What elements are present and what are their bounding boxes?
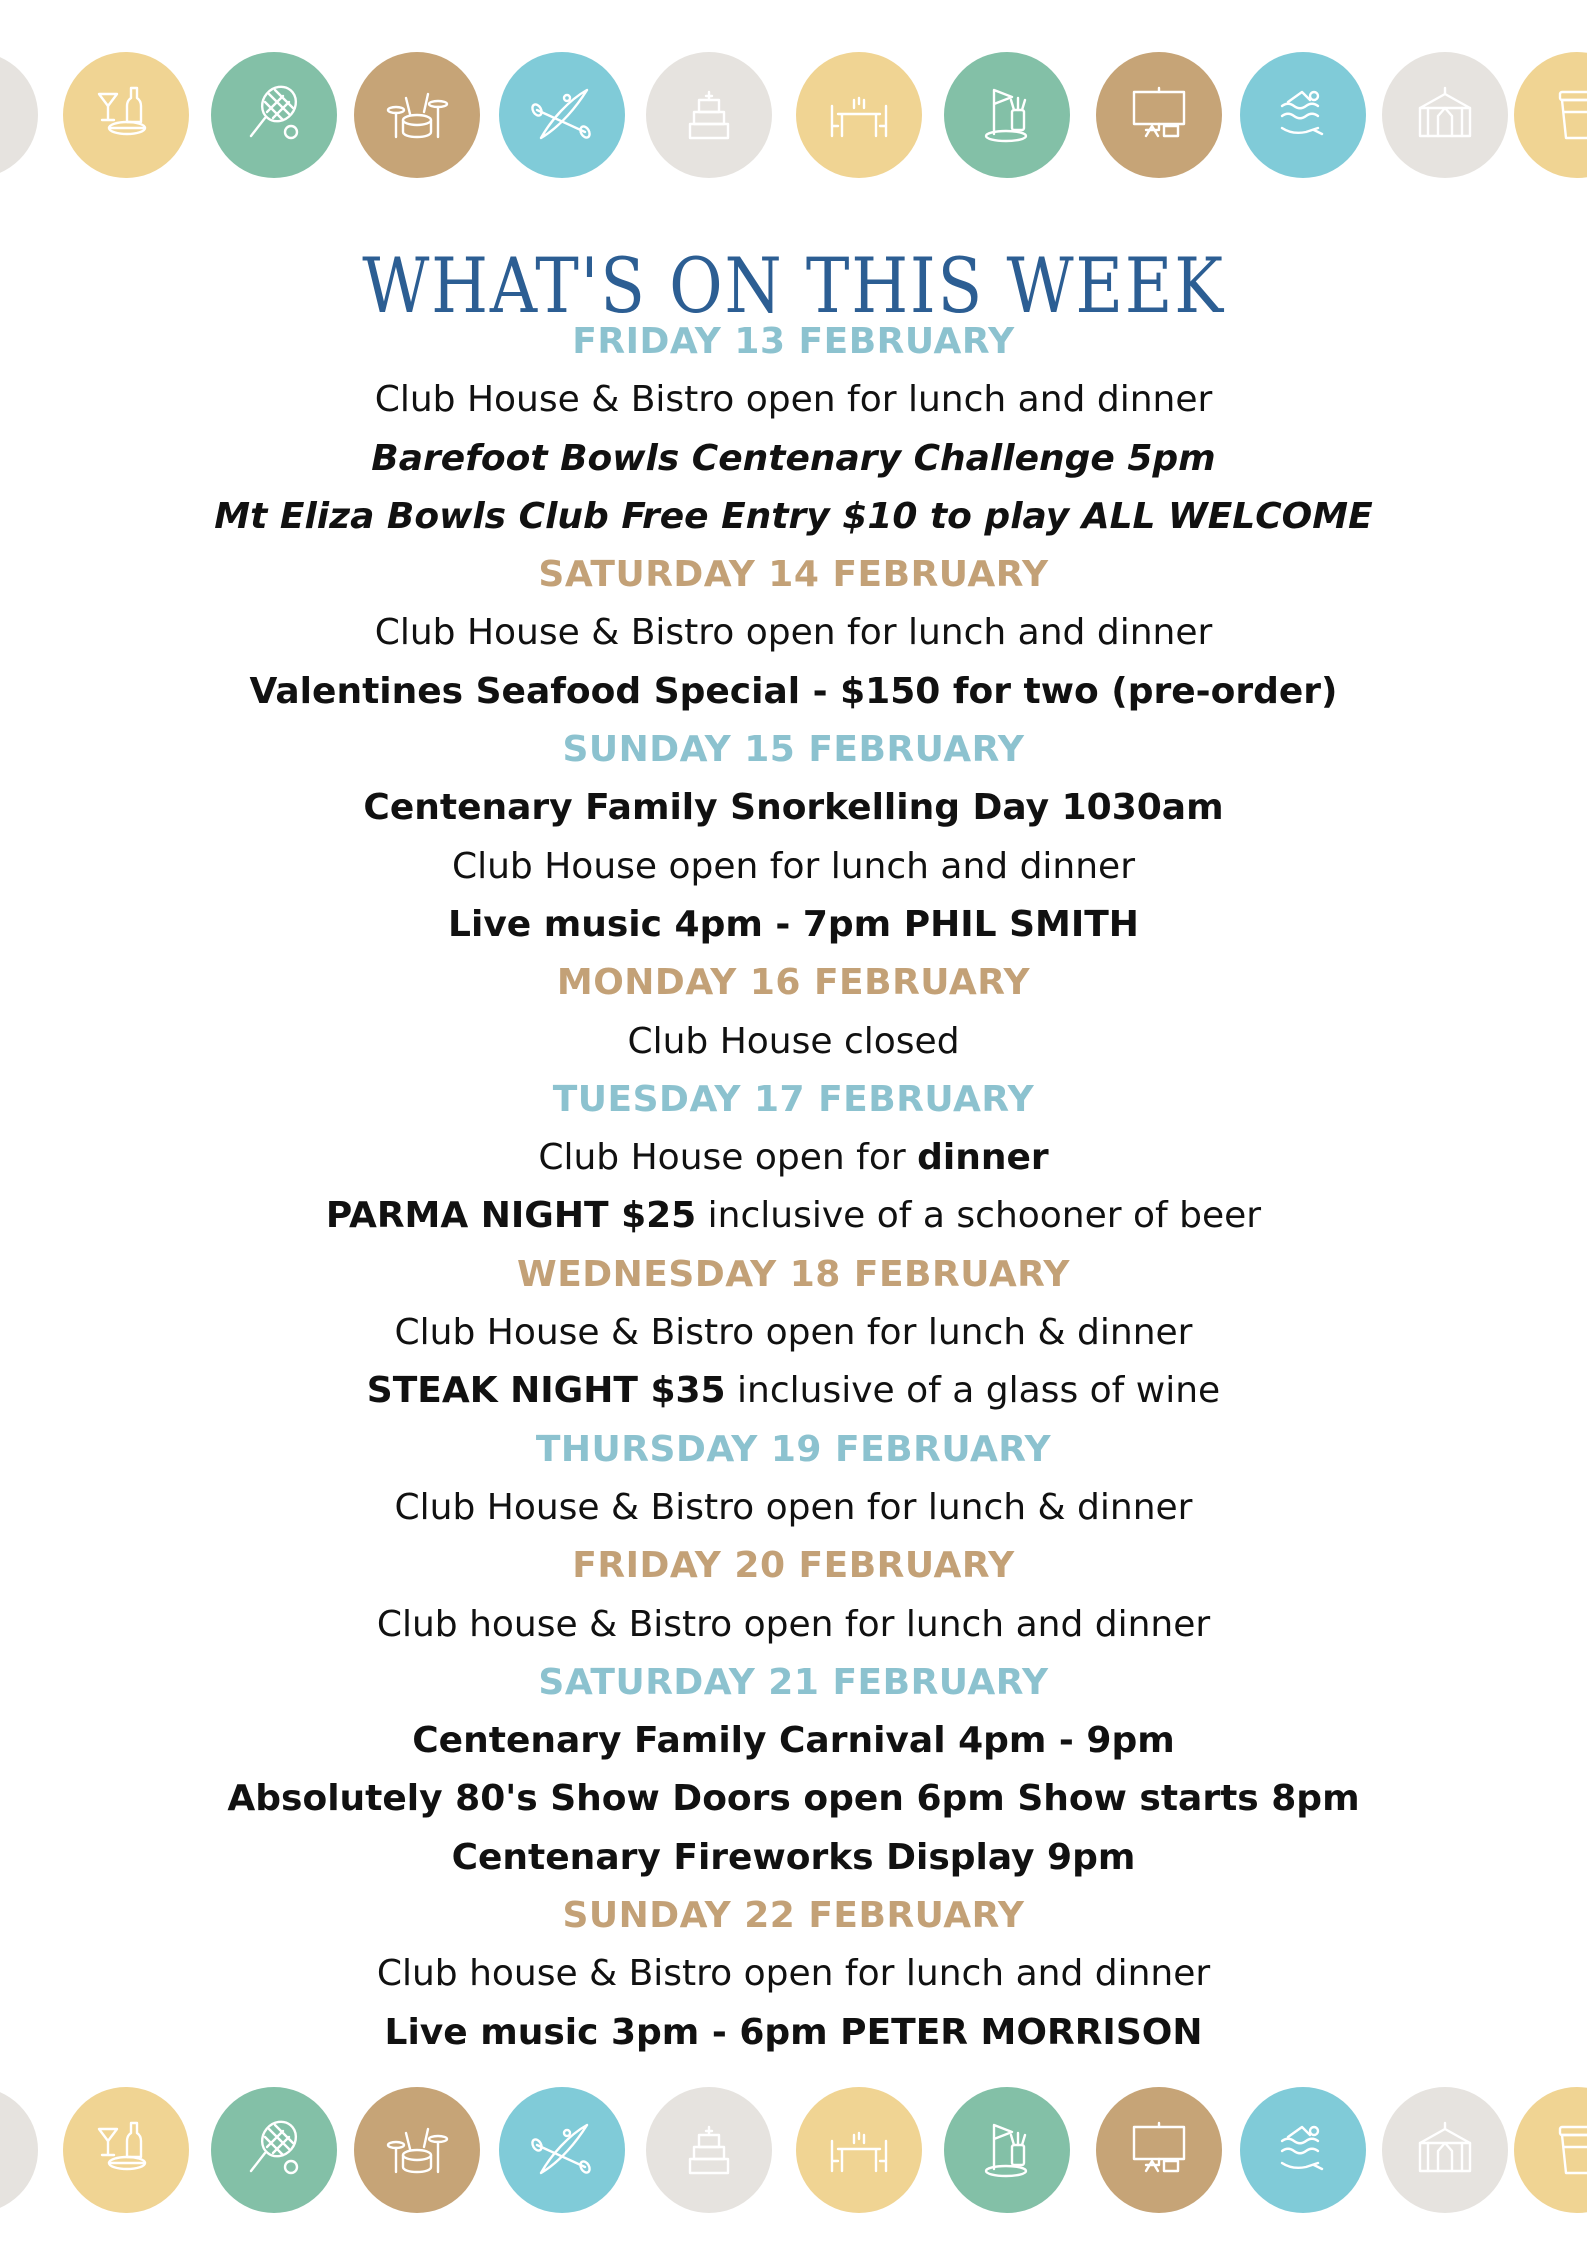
event-text: Club house & Bistro open for lunch and dinner <box>376 1953 1211 1995</box>
kayak-circle <box>499 2087 625 2213</box>
event-text: PARMA NIGHT $25 <box>325 1195 697 1237</box>
event-line <box>0 488 1587 546</box>
event-line <box>0 1945 1587 2003</box>
circus-tent-icon <box>1410 80 1480 150</box>
drum-kit-icon <box>382 80 452 150</box>
bottom-icon-strip <box>0 2087 1587 2217</box>
day-heading: SUNDAY 15 FEBRUARY <box>562 729 1025 771</box>
movie-screen-circle <box>1096 52 1222 178</box>
event-text: Club House & Bistro open for lunch and dinner <box>374 379 1213 421</box>
event-text: Centenary Fireworks Display 9pm <box>451 1836 1136 1878</box>
coffee-cup-circle <box>1514 52 1587 178</box>
event-text: Club house & Bistro open for lunch and dinner <box>376 1603 1211 1645</box>
kayak-circle <box>499 52 625 178</box>
swimming-icon <box>1268 2115 1338 2185</box>
day-heading: FRIDAY 13 FEBRUARY <box>572 321 1015 362</box>
event-text: Live music 4pm - 7pm PHIL SMITH <box>448 903 1139 945</box>
event-line <box>0 896 1587 954</box>
event-text: Club House & Bistro open for lunch and dinner <box>374 612 1213 654</box>
top-icon-strip <box>0 52 1587 182</box>
event-line <box>0 1479 1587 1537</box>
event-line <box>0 1187 1587 1245</box>
event-text: Club House closed <box>627 1020 960 1062</box>
event-line <box>0 604 1587 662</box>
event-line <box>0 2004 1587 2062</box>
event-text: STEAK NIGHT $35 <box>366 1370 726 1412</box>
event-text: Barefoot Bowls Centenary Challenge 5pm <box>371 437 1216 479</box>
event-line <box>0 1770 1587 1828</box>
event-line <box>0 430 1587 488</box>
coffee-cup-icon <box>1542 80 1587 150</box>
kayak-icon <box>527 2115 597 2185</box>
event-line <box>0 1596 1587 1654</box>
drum-kit-icon <box>382 2115 452 2185</box>
golf-circle <box>944 2087 1070 2213</box>
golf-circle <box>944 52 1070 178</box>
cocktail-wine-dinner-circle <box>63 52 189 178</box>
day-heading: SATURDAY 21 FEBRUARY <box>538 1661 1049 1703</box>
event-text: Centenary Family Carnival 4pm - 9pm <box>412 1720 1175 1762</box>
event-text: inclusive of a schooner of beer <box>696 1195 1262 1237</box>
event-text: Club House & Bistro open for lunch & dinner <box>394 1312 1193 1354</box>
event-line <box>0 1129 1587 1187</box>
coffee-cup-icon <box>1542 2115 1587 2185</box>
event-text: dinner <box>917 1137 1049 1179</box>
day-heading: TUESDAY 17 FEBRUARY <box>552 1078 1035 1120</box>
event-text: inclusive of a glass of wine <box>725 1370 1221 1412</box>
movie-screen-icon <box>1124 80 1194 150</box>
cocktail-wine-dinner-circle <box>63 2087 189 2213</box>
tennis-racket-circle <box>211 52 337 178</box>
event-line <box>0 838 1587 896</box>
day-heading: FRIDAY 20 FEBRUARY <box>572 1545 1015 1587</box>
event-text: Club House open for <box>538 1137 918 1179</box>
wedding-cake-icon <box>674 2115 744 2185</box>
event-line <box>0 1712 1587 1770</box>
event-line <box>0 1829 1587 1887</box>
event-text: Club House & Bistro open for lunch & dinner <box>394 1486 1193 1528</box>
event-text: Live music 3pm - 6pm PETER MORRISON <box>384 2011 1203 2053</box>
cocktail-wine-dinner-icon <box>91 2115 161 2185</box>
wedding-cake-circle <box>646 2087 772 2213</box>
coffee-cup-circle <box>1514 2087 1587 2213</box>
event-text: Mt Eliza Bowls Club Free Entry $10 to play ALL WELCOME <box>214 495 1373 537</box>
wedding-cake-icon <box>674 80 744 150</box>
golf-icon <box>972 2115 1042 2185</box>
event-line <box>0 663 1587 721</box>
dining-table-icon <box>824 2115 894 2185</box>
day-heading: WEDNESDAY 18 FEBRUARY <box>516 1253 1070 1295</box>
weekly-schedule <box>0 313 1587 2062</box>
event-text: Valentines Seafood Special - $150 for two (pre-order) <box>249 670 1338 712</box>
event-line <box>0 371 1587 429</box>
dining-table-circle <box>796 52 922 178</box>
golf-icon <box>972 80 1042 150</box>
circus-tent-icon <box>1410 2115 1480 2185</box>
wedding-cake-circle <box>646 52 772 178</box>
event-text: Club House open for lunch and dinner <box>451 845 1136 887</box>
event-text: Centenary Family Snorkelling Day 1030am <box>363 787 1224 829</box>
page-title: WHAT'S ON THIS WEEK <box>362 240 1225 330</box>
kayak-icon <box>527 80 597 150</box>
event-line <box>0 779 1587 837</box>
day-heading: MONDAY 16 FEBRUARY <box>556 962 1031 1004</box>
dining-table-icon <box>824 80 894 150</box>
tennis-racket-icon <box>239 80 309 150</box>
movie-screen-circle <box>1096 2087 1222 2213</box>
partial-circle-circle <box>0 52 38 178</box>
event-line <box>0 1013 1587 1071</box>
tennis-racket-icon <box>239 2115 309 2185</box>
day-heading: SUNDAY 22 FEBRUARY <box>562 1895 1025 1937</box>
swimming-circle <box>1240 2087 1366 2213</box>
event-line <box>0 1304 1587 1362</box>
cocktail-wine-dinner-icon <box>91 80 161 150</box>
drum-kit-circle <box>354 52 480 178</box>
circus-tent-circle <box>1382 52 1508 178</box>
partial-circle-circle <box>0 2087 38 2213</box>
circus-tent-circle <box>1382 2087 1508 2213</box>
dining-table-circle <box>796 2087 922 2213</box>
event-line <box>0 1362 1587 1420</box>
swimming-icon <box>1268 80 1338 150</box>
swimming-circle <box>1240 52 1366 178</box>
event-text: Absolutely 80's Show Doors open 6pm Show starts 8pm <box>227 1778 1360 1820</box>
day-heading: SATURDAY 14 FEBRUARY <box>538 554 1049 596</box>
tennis-racket-circle <box>211 2087 337 2213</box>
drum-kit-circle <box>354 2087 480 2213</box>
day-heading: THURSDAY 19 FEBRUARY <box>535 1428 1052 1470</box>
movie-screen-icon <box>1124 2115 1194 2185</box>
